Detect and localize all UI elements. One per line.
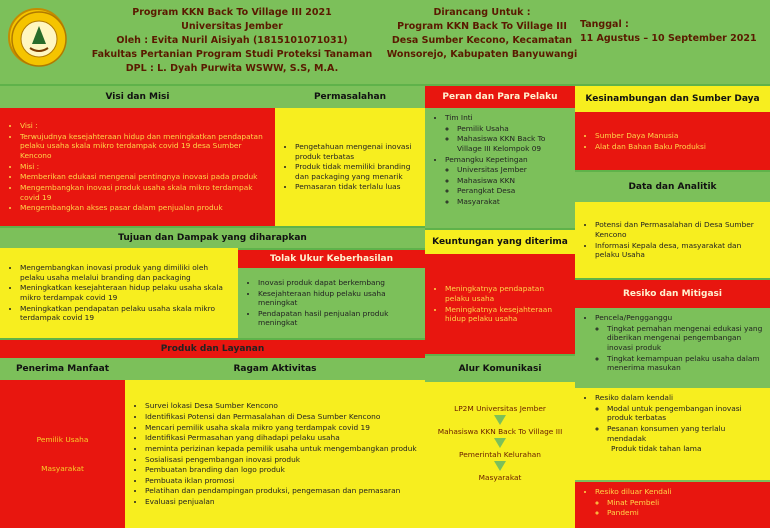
- keuntungan-item: • Meningkatnya kesejahteraan hidup pelaku usaha: [445, 305, 569, 324]
- header-title-block: [82, 6, 382, 76]
- ragam-item: • Evaluasi penjualan: [145, 497, 419, 507]
- tolak-item: • Kesejahteraan hidup pelaku usaha meningkat: [258, 289, 419, 308]
- faculty: Fakultas Pertanian Program Studi Proteksi Tanaman: [91, 49, 373, 60]
- kesinambungan-content: [575, 112, 770, 170]
- ragam-content: [125, 380, 425, 528]
- alur-node-4: Masyarakat: [478, 473, 522, 482]
- visi-item: • Visi :: [20, 121, 269, 131]
- pemangku-item: ◦ Perangkat Desa: [457, 186, 569, 196]
- penerima-item-2: Masyarakat: [41, 464, 84, 473]
- visi-item: • Mengembangkan akses pasar dalam penjualan produk: [20, 203, 269, 213]
- ragam-item: • Pembuata iklan promosi: [145, 476, 419, 486]
- permasalahan-item: • Produk tidak memiliki branding dan packaging yang menarik: [295, 162, 419, 181]
- designed-for-label: Dirancang Untuk :: [433, 7, 531, 18]
- resiko-g2-list: [595, 404, 764, 444]
- resiko-g3-list: [595, 498, 764, 518]
- permasalahan-item: • Pemasaran tidak terlalu luas: [295, 182, 419, 192]
- ragam-item: • Identifikasi Potensi dan Permasalahan di Desa Sumber Kencono: [145, 412, 419, 422]
- resiko-g2-item: ◦ Modal untuk pengembangan inovasi produk terbatas: [607, 404, 764, 423]
- resiko-g3-item: ◦ Pandemi: [607, 508, 764, 518]
- arrow-down-icon: [494, 438, 506, 448]
- designed-for-line-2: Desa Sumber Kecono, Kecamatan: [391, 35, 573, 46]
- visi-item: • Misi :: [20, 162, 269, 172]
- peran-header: Peran dan Para Pelaku: [425, 86, 575, 108]
- header: [0, 0, 770, 84]
- ragam-item: • Pembuatan branding dan logo produk: [145, 465, 419, 475]
- tolak-item: • Pendapatan hasil penjualan produk meningkat: [258, 309, 419, 328]
- data-list: [581, 219, 764, 261]
- resiko-g2-wrap: [581, 393, 764, 443]
- visi-content: [0, 108, 275, 226]
- keuntungan-content: [425, 254, 575, 354]
- ragam-item: • meminta perizinan kepada pemilik usaha untuk mengembangkan produk: [145, 444, 419, 454]
- date-label: Tanggal :: [580, 19, 629, 30]
- alur-node-2: Mahasiswa KKN Back To Village III: [437, 427, 563, 436]
- tim-inti-item: ◦ Mahasiswa KKN Back To Village III Kelompok 09: [457, 134, 569, 153]
- ragam-item: • Survei lokasi Desa Sumber Kencono: [145, 401, 419, 411]
- resiko-g1-item: ◦ Tingkat pemahan mengenai edukasi yang diberikan mengenai pengembangan inovasi produk: [607, 324, 764, 353]
- produk-header: Produk dan Layanan: [0, 340, 425, 358]
- tolak-header: Tolak Ukur Keberhasilan: [238, 250, 425, 268]
- alur-node-3: Pemerintah Kelurahan: [459, 450, 541, 459]
- resiko-g1-label: • Pencela/Pengganggu: [595, 313, 764, 323]
- visi-item: • Memberikan edukasi mengenai pentingnya inovasi pada produk: [20, 172, 269, 182]
- tolak-content: [238, 268, 425, 338]
- program-title: Program KKN Back To Village III 2021: [132, 7, 332, 18]
- date-value: 11 Agustus – 10 September 2021: [580, 33, 757, 44]
- tujuan-item: • Meningkatkan kesejahteraan hidup pelaku usaha skala mikro terdampak covid 19: [20, 283, 232, 302]
- visi-item: • Terwujudnya kesejahteraan hidup dan meningkatkan pendapatan pelaku usaha skala mikro terdampak covid 19 desa Sumber Kencono: [20, 132, 269, 161]
- resiko-g1-item: ◦ Tingkat kemampuan pelaku usaha dalam menerima masukan: [607, 354, 764, 373]
- resiko-group-3: [575, 482, 770, 528]
- university-logo-icon: [8, 8, 66, 66]
- keuntungan-header: Keuntungan yang diterima: [425, 230, 575, 254]
- pemangku-item: ◦ Mahasiswa KKN: [457, 176, 569, 186]
- resiko-g2-label: • Resiko dalam kendali: [595, 393, 764, 403]
- peran-list: [431, 113, 569, 207]
- tim-inti-item: ◦ Pemilik Usaha: [457, 124, 569, 134]
- pemangku-label: • Pemangku Kepetingan: [445, 155, 569, 165]
- author: Oleh : Evita Nuril Aisiyah (1815101071031): [116, 35, 348, 46]
- resiko-g2-extra: Produk tidak tahan lama: [611, 444, 702, 454]
- data-item: • Informasi Kepala desa, masyarakat dan pelaku Usaha: [595, 241, 764, 260]
- pemangku-item: ◦ Universitas Jember: [457, 165, 569, 175]
- tujuan-list: [6, 262, 232, 324]
- tolak-item: • Inovasi produk dapat berkembang: [258, 278, 419, 288]
- resiko-header: Resiko dan Mitigasi: [575, 280, 770, 308]
- ragam-item: • Identifikasi Permasahan yang dihadapi pelaku usaha: [145, 433, 419, 443]
- resiko-group-2: [575, 388, 770, 480]
- ragam-item: • Mencari pemilik usaha skala mikro yang terdampak covid 19: [145, 423, 419, 433]
- tujuan-item: • Mengembangkan inovasi produk yang dimiliki oleh pelaku usaha melalui branding dan packaging: [20, 263, 232, 282]
- resiko-g3-wrap: [581, 487, 764, 518]
- penerima-header: Penerima Manfaat: [0, 358, 125, 380]
- visi-list: [6, 120, 269, 214]
- visi-header: Visi dan Misi: [0, 86, 275, 108]
- kesinambungan-item: • Sumber Daya Manusia: [595, 131, 764, 141]
- tim-inti-list: [445, 124, 569, 154]
- university-name: Universitas Jember: [181, 21, 283, 32]
- tolak-list: [244, 277, 419, 329]
- resiko-group-1: [581, 313, 764, 373]
- permasalahan-header: Permasalahan: [275, 86, 425, 108]
- designed-for-line-1: Program KKN Back To Village III: [397, 21, 567, 32]
- ragam-item: • Pelatihan dan pendampingan produksi, pengemasan dan pemasaran: [145, 486, 419, 496]
- ragam-list: [131, 400, 419, 507]
- ragam-header: Ragam Aktivitas: [125, 358, 425, 380]
- resiko-g1-list: [595, 324, 764, 373]
- date-block: [580, 18, 766, 46]
- data-header: Data dan Analitik: [575, 172, 770, 202]
- kesinambungan-header: Kesinambungan dan Sumber Daya: [575, 86, 770, 112]
- designed-for-block: [382, 6, 582, 62]
- tujuan-content: [0, 248, 238, 338]
- visi-item: • Mengembangkan inovasi produk usaha skala mikro terdampak covid 19: [20, 183, 269, 202]
- alur-node-1: LP2M Universitas Jember: [454, 404, 546, 413]
- penerima-item-1: Pemilik Usaha: [36, 435, 89, 444]
- designed-for-line-3: Wonsorejo, Kabupaten Banyuwangi: [386, 49, 578, 60]
- data-content: [575, 202, 770, 278]
- keuntungan-list: [431, 283, 569, 325]
- keuntungan-item: • Meningkatnya pendapatan pelaku usaha: [445, 284, 569, 303]
- dpl: DPL : L. Dyah Purwita WSWW, S.S, M.A.: [125, 63, 339, 74]
- penerima-content: [0, 380, 125, 528]
- ragam-item: • Sosialisasi pengembangan inovasi produk: [145, 455, 419, 465]
- kesinambungan-item: • Alat dan Bahan Baku Produksi: [595, 142, 764, 152]
- alur-content: [425, 382, 575, 528]
- arrow-down-icon: [494, 415, 506, 425]
- resiko-g3-item: ◦ Minat Pembeli: [607, 498, 764, 508]
- resiko-g3-label: • Resiko diluar Kendali: [595, 487, 764, 497]
- peran-content: [425, 108, 575, 228]
- pemangku-item: ◦ Masyarakat: [457, 197, 569, 207]
- pemangku-list: [445, 165, 569, 207]
- permasalahan-list: [281, 141, 419, 193]
- tujuan-header: Tujuan dan Dampak yang diharapkan: [0, 228, 425, 248]
- data-item: • Potensi dan Permasalahan di Desa Sumber Kencono: [595, 220, 764, 239]
- permasalahan-item: • Pengetahuan mengenai inovasi produk terbatas: [295, 142, 419, 161]
- alur-header: Alur Komunikasi: [425, 356, 575, 382]
- kesinambungan-list: [581, 130, 764, 152]
- tim-inti-label: • Tim Inti: [445, 113, 569, 123]
- permasalahan-content: [275, 108, 425, 226]
- resiko-g2-item: ◦ Pesanan konsumen yang terlalu mendadak: [607, 424, 764, 443]
- arrow-down-icon: [494, 461, 506, 471]
- tujuan-item: • Meningkatkan pendapatan pelaku usaha skala mikro terdampak covid 19: [20, 304, 232, 323]
